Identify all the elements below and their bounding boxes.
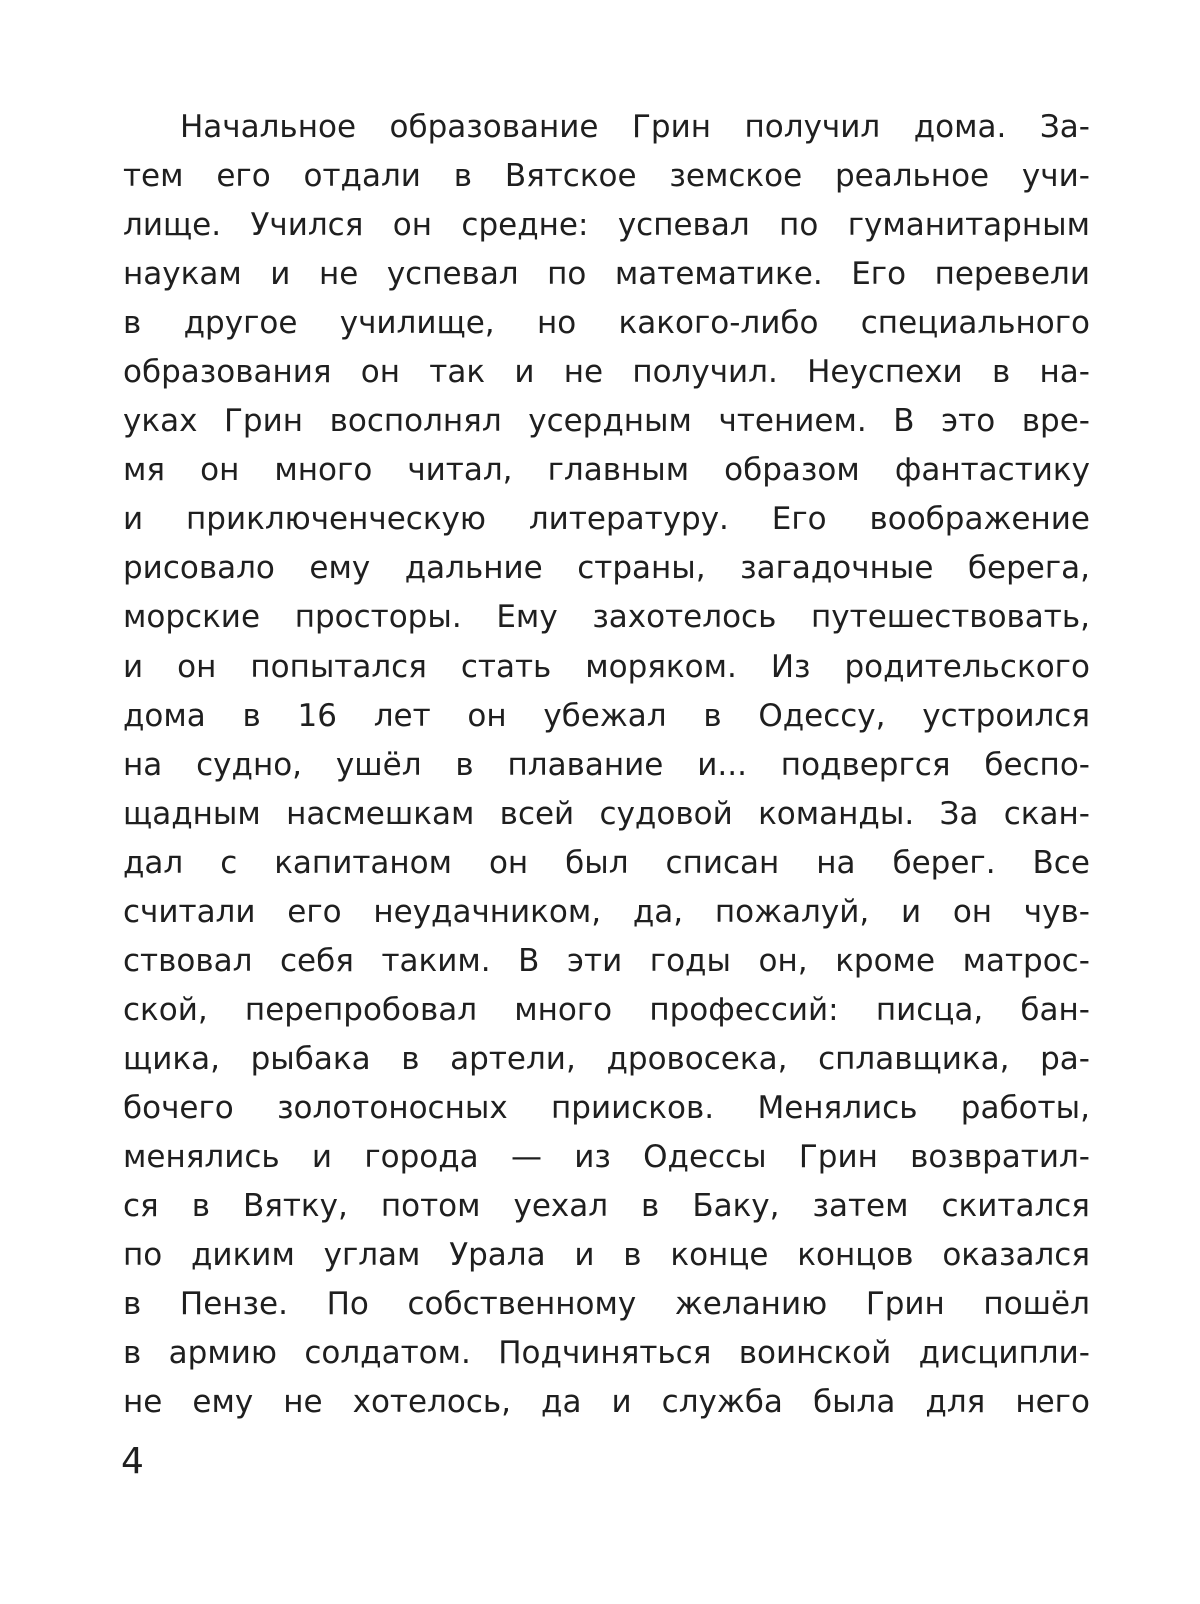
word: менялись bbox=[123, 1138, 280, 1175]
word: Из bbox=[770, 648, 811, 685]
word: в bbox=[991, 354, 1011, 391]
word: и bbox=[123, 501, 144, 538]
word: он bbox=[392, 207, 432, 244]
word: морские bbox=[123, 599, 261, 636]
word: Его bbox=[851, 256, 907, 293]
word: Баку, bbox=[692, 1188, 780, 1225]
word: списан bbox=[665, 844, 780, 881]
word: убежал bbox=[543, 697, 667, 734]
word: армию bbox=[168, 1335, 277, 1372]
word: рисовало bbox=[123, 550, 275, 587]
word: попытался bbox=[250, 648, 427, 685]
text-line bbox=[123, 250, 1090, 299]
word: сплавщика, bbox=[818, 1040, 1010, 1077]
word: в bbox=[455, 746, 474, 783]
word: В bbox=[518, 942, 540, 979]
word: земское bbox=[669, 158, 803, 195]
word: какого-либо bbox=[618, 305, 819, 342]
word: это bbox=[941, 403, 996, 440]
word: кроме bbox=[835, 942, 936, 979]
word: на- bbox=[1039, 354, 1090, 391]
word: возвратил- bbox=[910, 1138, 1090, 1175]
word: так bbox=[429, 354, 486, 391]
word: капитаном bbox=[274, 844, 453, 881]
word: ской, bbox=[123, 991, 208, 1028]
word: перепробовал bbox=[244, 991, 478, 1028]
word: ему bbox=[192, 1384, 254, 1421]
word: образом bbox=[724, 452, 860, 489]
word: средне: bbox=[461, 207, 589, 244]
word: в bbox=[401, 1040, 420, 1077]
word: годы bbox=[649, 942, 731, 979]
word: дисципли- bbox=[918, 1335, 1090, 1372]
word: устроился bbox=[922, 697, 1090, 734]
word: В bbox=[893, 403, 915, 440]
word: в bbox=[123, 1286, 142, 1323]
text-line bbox=[123, 397, 1090, 446]
word: писца, bbox=[875, 991, 984, 1028]
text-line bbox=[123, 741, 1090, 790]
word: ему bbox=[309, 550, 371, 587]
word: дальние bbox=[404, 550, 543, 587]
word: математике. bbox=[614, 256, 823, 293]
word: Начальное bbox=[180, 109, 357, 145]
word: неудачником, bbox=[373, 893, 602, 930]
word: он bbox=[177, 648, 217, 685]
word: Одессу, bbox=[758, 697, 886, 734]
word: За- bbox=[1039, 109, 1090, 145]
word: хотелось, bbox=[352, 1384, 511, 1421]
word: по bbox=[779, 207, 819, 244]
word: берега, bbox=[967, 550, 1090, 587]
text-line bbox=[123, 348, 1090, 397]
text-line bbox=[123, 299, 1090, 348]
word: Одессы bbox=[643, 1138, 767, 1175]
text-line bbox=[123, 692, 1090, 741]
word: солдатом. bbox=[304, 1335, 471, 1372]
word: он bbox=[467, 697, 507, 734]
word: За bbox=[939, 795, 979, 832]
word: него bbox=[1015, 1384, 1090, 1421]
word: загадочные bbox=[740, 550, 934, 587]
word: щадным bbox=[123, 795, 261, 832]
word: Вятку, bbox=[242, 1188, 348, 1225]
word: и bbox=[574, 1237, 595, 1274]
word: учи- bbox=[1021, 158, 1090, 195]
text-line bbox=[123, 986, 1090, 1035]
word: диким bbox=[191, 1237, 295, 1274]
word: воинской bbox=[738, 1335, 892, 1372]
word: была bbox=[812, 1384, 896, 1421]
word: мя bbox=[123, 452, 166, 489]
word: желанию bbox=[674, 1286, 828, 1323]
word: дома bbox=[123, 697, 206, 734]
word: восполнял bbox=[329, 403, 502, 440]
text-line bbox=[123, 1084, 1090, 1133]
text-line bbox=[123, 152, 1090, 201]
text-line bbox=[123, 1231, 1090, 1280]
word: города bbox=[364, 1138, 479, 1175]
word: не bbox=[123, 1384, 163, 1421]
word: воображение bbox=[869, 501, 1090, 538]
word: скан- bbox=[1003, 795, 1090, 832]
word: литературу. bbox=[528, 501, 729, 538]
text-line bbox=[123, 643, 1090, 692]
word: не bbox=[563, 354, 604, 391]
word: в bbox=[453, 158, 472, 195]
text-line bbox=[123, 839, 1090, 888]
text-line bbox=[123, 1182, 1090, 1231]
word: Грин bbox=[798, 1138, 878, 1175]
word: и bbox=[311, 1138, 333, 1175]
text-line bbox=[123, 1280, 1090, 1329]
word: Неуспехи bbox=[807, 354, 963, 391]
word: Его bbox=[771, 501, 827, 538]
word: Урала bbox=[449, 1237, 546, 1274]
word: в bbox=[703, 697, 722, 734]
word: захотелось bbox=[592, 599, 777, 636]
word: собственному bbox=[407, 1286, 637, 1323]
word: Грин bbox=[224, 403, 303, 440]
word: и bbox=[270, 256, 291, 293]
word: по bbox=[123, 1237, 163, 1274]
text-line bbox=[123, 201, 1090, 250]
word: пошёл bbox=[983, 1286, 1090, 1323]
word: служба bbox=[661, 1384, 783, 1421]
word: путешествовать, bbox=[811, 599, 1090, 636]
word: себя bbox=[279, 942, 354, 979]
word: считали bbox=[123, 893, 256, 930]
word: он bbox=[200, 452, 240, 489]
text-line bbox=[123, 495, 1090, 544]
word: получил. bbox=[632, 354, 778, 391]
word: дал bbox=[123, 844, 184, 881]
word: на bbox=[123, 746, 163, 783]
word: 16 bbox=[297, 697, 337, 734]
word: он bbox=[360, 354, 401, 391]
word: скитался bbox=[941, 1188, 1090, 1225]
word: был bbox=[565, 844, 629, 881]
word: фантастику bbox=[894, 452, 1090, 489]
text-line bbox=[123, 1378, 1090, 1427]
word: и bbox=[123, 648, 144, 685]
word: в bbox=[623, 1237, 642, 1274]
word: уехал bbox=[513, 1188, 609, 1225]
word: наукам bbox=[123, 256, 242, 293]
word: оказался bbox=[942, 1237, 1090, 1274]
word: пожалуй, bbox=[714, 893, 870, 930]
word: артели, bbox=[450, 1040, 576, 1077]
text-line bbox=[123, 888, 1090, 937]
word: всей bbox=[499, 795, 575, 832]
word: главным bbox=[547, 452, 690, 489]
word: золотоносных bbox=[277, 1089, 508, 1126]
word: — bbox=[510, 1138, 542, 1175]
word: дровосека, bbox=[606, 1040, 788, 1077]
word: училище, bbox=[339, 305, 495, 342]
word: приисков. bbox=[551, 1089, 715, 1126]
text-line bbox=[123, 1133, 1090, 1182]
word: рыбака bbox=[250, 1040, 371, 1077]
word: Грин bbox=[865, 1286, 945, 1323]
word: и bbox=[611, 1384, 632, 1421]
word: таким. bbox=[381, 942, 491, 979]
text-line bbox=[123, 937, 1090, 986]
word: Подчиняться bbox=[498, 1335, 712, 1372]
text-line bbox=[123, 1329, 1090, 1378]
word: стать bbox=[460, 648, 552, 685]
word: берег. bbox=[892, 844, 996, 881]
word: бочего bbox=[123, 1089, 234, 1126]
text-line bbox=[123, 446, 1090, 495]
word: матрос- bbox=[962, 942, 1090, 979]
word: чтением. bbox=[718, 403, 867, 440]
word: Вятское bbox=[504, 158, 637, 195]
word: По bbox=[326, 1286, 369, 1323]
word: эти bbox=[567, 942, 623, 979]
word: бан- bbox=[1020, 991, 1090, 1028]
word: специального bbox=[860, 305, 1090, 342]
word: ра- bbox=[1040, 1040, 1090, 1077]
word: да bbox=[541, 1384, 582, 1421]
word: образования bbox=[123, 354, 332, 391]
word: вре- bbox=[1021, 403, 1090, 440]
word: просторы. bbox=[294, 599, 462, 636]
word: но bbox=[536, 305, 577, 342]
word: моряком. bbox=[585, 648, 737, 685]
word: работы, bbox=[960, 1089, 1090, 1126]
word: усердным bbox=[528, 403, 692, 440]
word: и... bbox=[697, 746, 747, 783]
word: реальное bbox=[834, 158, 990, 195]
word: он bbox=[952, 893, 993, 930]
word: по bbox=[547, 256, 587, 293]
word: лет bbox=[373, 697, 431, 734]
word: судно, bbox=[196, 746, 303, 783]
word: успевал bbox=[386, 256, 519, 293]
word: в bbox=[191, 1188, 210, 1225]
word: его bbox=[287, 893, 342, 930]
text-line bbox=[123, 544, 1090, 593]
word: для bbox=[925, 1384, 986, 1421]
word: ся bbox=[123, 1188, 159, 1225]
word: насмешкам bbox=[286, 795, 475, 832]
word: родительского bbox=[844, 648, 1090, 685]
text-line bbox=[123, 103, 1090, 152]
word: много bbox=[514, 991, 613, 1028]
word: команды. bbox=[758, 795, 915, 832]
word: тем bbox=[123, 158, 184, 195]
word: профессий: bbox=[649, 991, 839, 1028]
word: да, bbox=[632, 893, 684, 930]
word: ушёл bbox=[335, 746, 422, 783]
word: перевели bbox=[934, 256, 1090, 293]
word: и bbox=[514, 354, 535, 391]
word: приключенческую bbox=[186, 501, 486, 538]
word: он, bbox=[758, 942, 808, 979]
word: Пензе. bbox=[179, 1286, 288, 1323]
word: дома. bbox=[913, 109, 1007, 145]
word: не bbox=[283, 1384, 323, 1421]
word: на bbox=[816, 844, 856, 881]
word: получил bbox=[744, 109, 881, 145]
word: затем bbox=[812, 1188, 909, 1225]
word: углам bbox=[323, 1237, 421, 1274]
word: не bbox=[318, 256, 359, 293]
word: ствовал bbox=[123, 942, 253, 979]
word: Грин bbox=[632, 109, 712, 145]
word: лище. bbox=[123, 207, 222, 244]
word: в bbox=[123, 305, 142, 342]
word: уках bbox=[123, 403, 198, 440]
word: он bbox=[488, 844, 529, 881]
word: Менялись bbox=[757, 1089, 918, 1126]
word: и bbox=[900, 893, 922, 930]
word: читал, bbox=[407, 452, 513, 489]
word: Ему bbox=[496, 599, 558, 636]
word: подвергся bbox=[780, 746, 951, 783]
word: плавание bbox=[507, 746, 664, 783]
page-number: 4 bbox=[121, 1441, 144, 1482]
word: потом bbox=[380, 1188, 481, 1225]
word: образование bbox=[389, 109, 599, 145]
text-line bbox=[123, 1035, 1090, 1084]
word: в bbox=[641, 1188, 660, 1225]
word: конце bbox=[670, 1237, 769, 1274]
word: судовой bbox=[599, 795, 733, 832]
word: щика, bbox=[123, 1040, 220, 1077]
word: Учился bbox=[250, 207, 364, 244]
word: его bbox=[216, 158, 271, 195]
word: концов bbox=[797, 1237, 914, 1274]
word: много bbox=[274, 452, 373, 489]
word: из bbox=[574, 1138, 611, 1175]
word: другое bbox=[183, 305, 298, 342]
word: в bbox=[123, 1335, 142, 1372]
word: страны, bbox=[577, 550, 706, 587]
word: гуманитарным bbox=[847, 207, 1090, 244]
word: успевал bbox=[617, 207, 750, 244]
body-text bbox=[123, 103, 1090, 1427]
word: Все bbox=[1032, 844, 1090, 881]
word: беспо- bbox=[984, 746, 1090, 783]
word: чув- bbox=[1023, 893, 1090, 930]
word: с bbox=[220, 844, 238, 881]
text-line bbox=[123, 790, 1090, 839]
word: отдали bbox=[303, 158, 421, 195]
word: в bbox=[242, 697, 261, 734]
text-line bbox=[123, 593, 1090, 642]
